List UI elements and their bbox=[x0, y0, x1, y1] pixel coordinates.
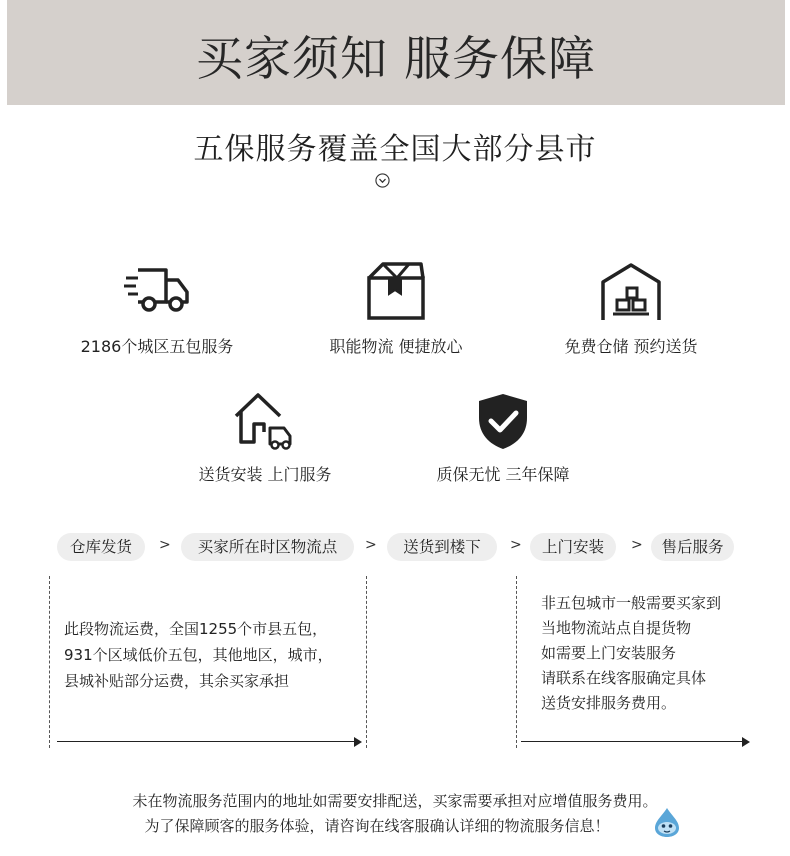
shield-check-icon bbox=[475, 392, 531, 450]
note-line: 送货安排服务费用。 bbox=[541, 694, 677, 712]
arrow-line-right bbox=[521, 741, 743, 742]
page-title: 买家须知 服务保障 bbox=[196, 32, 596, 87]
section-subtitle: 五保服务覆盖全国大部分县市 bbox=[193, 132, 597, 167]
feature-label: 免费仓储 预约送货 bbox=[564, 337, 698, 356]
arrow-head-icon bbox=[742, 737, 750, 747]
right-shipping-note bbox=[541, 591, 721, 716]
step-warehouse-dispatch: 仓库发货 bbox=[57, 533, 145, 561]
step-separator: > bbox=[510, 537, 522, 553]
step-after-sales: 售后服务 bbox=[651, 533, 734, 561]
home-delivery-icon bbox=[232, 392, 298, 450]
step-separator: > bbox=[631, 537, 643, 553]
header-banner bbox=[7, 0, 785, 105]
divider-left bbox=[49, 576, 50, 748]
step-onsite-install: 上门安装 bbox=[530, 533, 616, 561]
left-shipping-note bbox=[64, 616, 333, 694]
feature-label: 2186个城区五包服务 bbox=[80, 337, 234, 356]
step-separator: > bbox=[365, 537, 377, 553]
feature-installation bbox=[165, 392, 365, 485]
footer-note-text: 为了保障顾客的服务体验，请咨询在线客服确认详细的物流服务信息！ bbox=[144, 817, 610, 835]
water-drop-mascot-icon bbox=[652, 806, 682, 838]
chevron-down-circle-icon bbox=[375, 173, 390, 188]
note-line: 当地物流站点自提货物 bbox=[541, 619, 692, 637]
note-line: 如需要上门安装服务 bbox=[541, 644, 677, 662]
feature-label: 职能物流 便捷放心 bbox=[329, 337, 463, 356]
step-separator: > bbox=[159, 537, 171, 553]
note-line: 非五包城市一般需要买家到 bbox=[541, 594, 722, 612]
note-line: 县城补贴部分运费，其余买家承担 bbox=[64, 672, 290, 690]
divider-mid-left bbox=[366, 576, 367, 748]
note-line: 请联系在线客服确定具体 bbox=[541, 669, 707, 687]
feature-label: 送货安装 上门服务 bbox=[198, 465, 332, 484]
warehouse-icon bbox=[599, 262, 663, 322]
note-line: 931个区域低价五包，其他地区，城市， bbox=[64, 646, 333, 664]
step-deliver-downstairs: 送货到楼下 bbox=[387, 533, 497, 561]
feature-logistics bbox=[296, 260, 496, 357]
arrow-head-icon bbox=[354, 737, 362, 747]
delivery-truck-icon bbox=[122, 262, 192, 322]
step-local-depot: 买家所在时区物流点 bbox=[181, 533, 354, 561]
footer-note-1: 未在物流服务范围内的地址如需要安排配送，买家需要承担对应增值服务费用。 bbox=[132, 792, 658, 810]
divider-mid-right bbox=[516, 576, 517, 748]
feature-city-service bbox=[57, 262, 257, 357]
feature-storage bbox=[531, 262, 731, 357]
package-box-icon bbox=[363, 260, 429, 322]
feature-warranty bbox=[403, 392, 603, 485]
note-line: 此段物流运费，全国1255个市县五包， bbox=[64, 620, 328, 638]
feature-label: 质保无忧 三年保障 bbox=[436, 465, 570, 484]
arrow-line-left bbox=[57, 741, 355, 742]
